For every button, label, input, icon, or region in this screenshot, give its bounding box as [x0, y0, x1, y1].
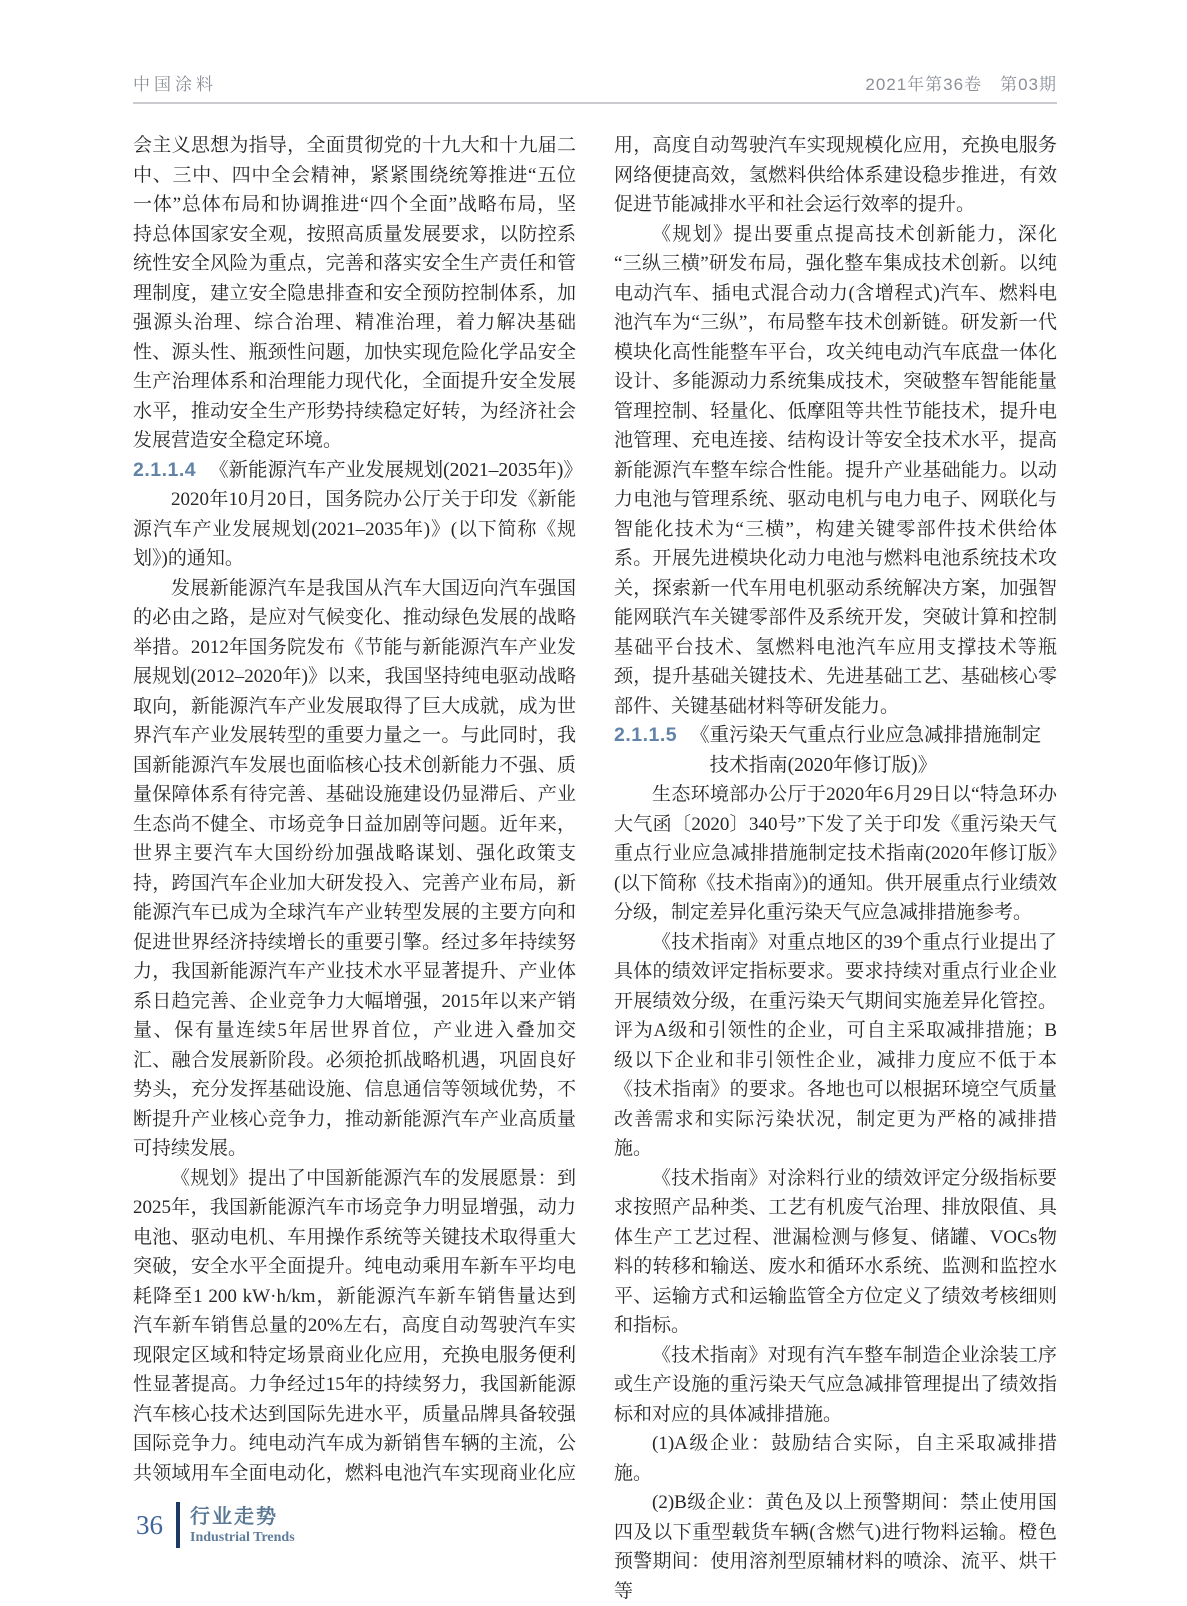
journal-name: 中国涂料	[133, 75, 217, 94]
page-number: 36	[136, 1509, 163, 1540]
footer-divider	[176, 1502, 180, 1548]
section-number: 2.1.1.4	[133, 458, 197, 481]
paragraph: 《规划》提出要重点提高技术创新能力，深化“三纵三横”研发布局，强化整车集成技术创新。以纯电动汽车、插电式混合动力(含增程式)汽车、燃料电池汽车为“三纵”，布局整车技术创新链。研发新一代模块化高性能整车平台，攻关纯电动汽车底盘一体化设计、多能源动力系统集成技术，突破整车智能能量管理控制、轻量化、低摩阻等共性节能技术，提升电池管理、充电连接、结构设计等安全技术水平，提高新能源汽车整车综合性能。提升产业基础能力。以动力电池与管理系统、驱动电机与电力电子、网联化与智能化技术为“三横”，构建关键零部件技术供给体系。开展先进模块化动力电池与燃料电池系统技术攻关，探索新一代车用电机驱动系统解决方案，加强智能网联汽车关键零部件及系统开发，突破计算和控制基础平台技术、氢燃料电池汽车应用支撑技术等瓶颈，提升基础关键技术、先进基础工艺、基础核心零部件、关键基础材料等研发能力。	[614, 223, 1057, 717]
paragraph: 《规划》提出了中国新能源汽车的发展愿景：到2025年，我国新能源汽车市场竞争力明显增强，动力电池、驱动电机、车用操作系统等关键技术取得重大突破，安全水平全面提升。纯电动乘用车新车平均电耗降至1 200 kW·h/km，新能源汽车新车销售量达到汽车新车销售总量的20%左右，高度自动驾驶汽车实现限定区域和特定场景商业化应用，充换电服务便利性显著提高。力争经过15年的持续努力，我国新能源汽车核心技术达到国际先进水平，质量品牌具备较强国际竞争力。纯电动汽车成为新销售车辆的主流，公共领域用车全面电动化，燃料电池汽车实现商业化应	[133, 1167, 576, 1484]
paragraph: 生态环境部办公厅于2020年6月29日以“特急环办大气函〔2020〕340号”下发了关于印发《重污染天气重点行业应急减排措施制定技术指南(2020年修订版》(以下简称《技术指南》)的通知。供开展重点行业绩效分级，制定差异化重污染天气应急减排措施参考。	[614, 784, 1057, 923]
section-heading-2115	[614, 721, 1057, 780]
section-title: 《新能源汽车产业发展规划(2021–2035年)》	[209, 459, 583, 481]
paragraph: 2020年10月20日，国务院办公厅关于印发《新能源汽车产业发展规划(2021–2035年)》(以下简称《规划》)的通知。	[133, 489, 576, 569]
section-title: 《重污染天气重点行业应急减排措施制定技术指南(2020年修订版)》	[690, 725, 1042, 776]
left-column	[133, 131, 583, 1606]
section-heading-2114	[133, 456, 583, 486]
paragraph-list-item-b: (2)B级企业：黄色及以上预警期间：禁止使用国四及以下重型载货车辆(含燃气)进行物料运输。橙色预警期间：使用溶剂型原辅材料的喷涂、流平、烘干等	[614, 1492, 1057, 1602]
paragraph-list-item-a: (1)A级企业：鼓励结合实际，自主采取减排措施。	[614, 1433, 1057, 1484]
page-footer	[136, 1502, 295, 1548]
section-number: 2.1.1.5	[614, 724, 678, 746]
issue-info: 2021年第36卷 第03期	[865, 75, 1057, 94]
article-body	[133, 131, 1057, 1606]
section-name-en: Industrial Trends	[190, 1529, 295, 1545]
right-column	[614, 131, 1057, 1606]
paragraph: 《技术指南》对现有汽车整车制造企业涂装工序或生产设施的重污染天气应急减排管理提出了绩效指标和对应的具体减排措施。	[614, 1344, 1057, 1425]
paragraph: 《技术指南》对涂料行业的绩效评定分级指标要求按照产品种类、工艺有机废气治理、排放限值、具体生产工艺过程、泄漏检测与修复、储罐、VOCs物料的转移和输送、废水和循环水系统、监测和监控水平、运输方式和运输监管全方位定义了绩效考核细则和指标。	[614, 1167, 1057, 1336]
paragraph-continuation: 用，高度自动驾驶汽车实现规模化应用，充换电服务网络便捷高效，氢燃料供给体系建设稳步推进，有效促进节能减排水平和社会运行效率的提升。	[614, 135, 1057, 215]
page-header	[133, 70, 1057, 104]
footer-section-label	[190, 1505, 295, 1546]
section-name-cn: 行业走势	[190, 1505, 278, 1528]
paragraph-continuation: 会主义思想为指导，全面贯彻党的十九大和十九届二中、三中、四中全会精神，紧紧围绕统筹推进“五位一体”总体布局和协调推进“四个全面”战略布局，坚持总体国家安全观，按照高质量发展要求，以防控系统性安全风险为重点，完善和落实安全生产责任和管理制度，建立安全隐患排查和安全预防控制体系，加强源头治理、综合治理、精准治理，着力解决基础性、源头性、瓶颈性问题，加快实现危险化学品安全生产治理体系和治理能力现代化，全面提升安全发展水平，推动安全生产形势持续稳定好转，为经济社会发展营造安全稳定环境。	[133, 135, 576, 451]
paragraph: 发展新能源汽车是我国从汽车大国迈向汽车强国的必由之路，是应对气候变化、推动绿色发展的战略举措。2012年国务院发布《节能与新能源汽车产业发展规划(2012–2020年)》以来，我国坚持纯电驱动战略取向，新能源汽车产业发展取得了巨大成就，成为世界汽车产业发展转型的重要力量之一。与此同时，我国新能源汽车发展也面临核心技术创新能力不强、质量保障体系有待完善、基础设施建设仍显滞后、产业生态尚不健全、市场竞争日益加剧等问题。近年来，世界主要汽车大国纷纷加强战略谋划、强化政策支持，跨国汽车企业加大研发投入、完善产业布局，新能源汽车已成为全球汽车产业转型发展的主要方向和促进世界经济持续增长的重要引擎。经过多年持续努力，我国新能源汽车产业技术水平显著提升、产业体系日趋完善、企业竞争力大幅增强，2015年以来产销量、保有量连续5年居世界首位，产业进入叠加交汇、融合发展新阶段。必须抢抓战略机遇，巩固良好势头，充分发挥基础设施、信息通信等领域优势，不断提升产业核心竞争力，推动新能源汽车产业高质量可持续发展。	[133, 577, 576, 1159]
paragraph: 《技术指南》对重点地区的39个重点行业提出了具体的绩效评定指标要求。要求持续对重点行业企业开展绩效分级，在重污染天气期间实施差异化管控。评为A级和引领性的企业，可自主采取减排措施；B级以下企业和非引领性企业，减排力度应不低于本《技术指南》的要求。各地也可以根据环境空气质量改善需求和实际污染状况，制定更为严格的减排措施。	[614, 931, 1057, 1159]
